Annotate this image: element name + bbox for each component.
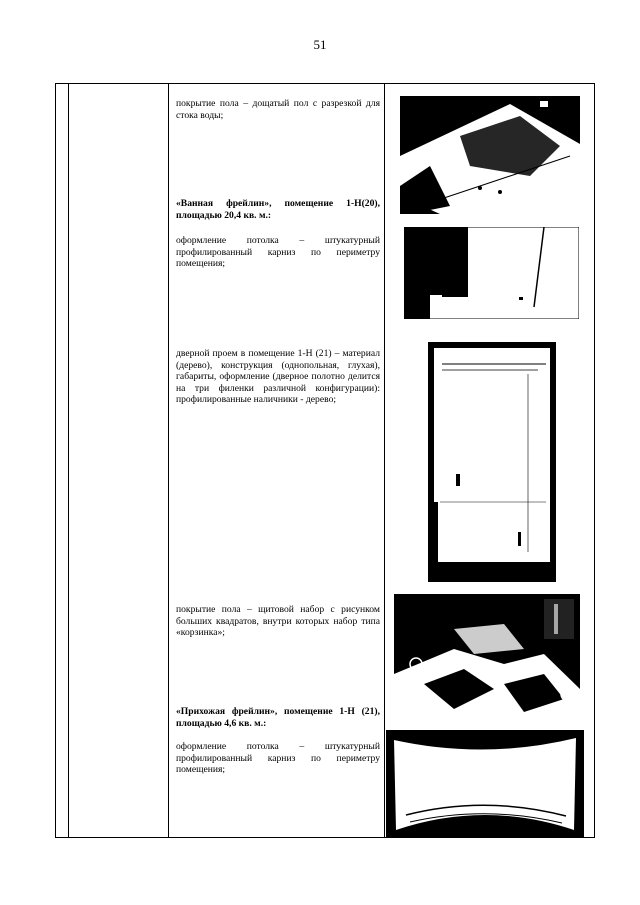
row-heading-hallway: «Прихожая фрейлин», помещение 1-Н (21), площадью 4,6 кв. м.: (176, 706, 380, 729)
photo-parquet-floor (394, 594, 580, 722)
row-text-ceiling-cornice-2: оформление потолка – штукатурный профилированный карниз по периметру помещения; (176, 741, 380, 775)
column-divider-2 (168, 84, 169, 837)
column-divider-3 (384, 84, 385, 837)
row-text-floor-plank: покрытие пола – дощатый пол с разрезкой для стока воды; (176, 98, 380, 121)
photo-floor-planks (400, 96, 580, 214)
row-text-floor-parquet: покрытие пола – щитовой набор с рисунком больших квадратов, внутри которых набор типа «корзинка»; (176, 604, 380, 638)
row-heading-bathroom: «Ванная фрейлин», помещение 1-Н(20), площадью 20,4 кв. м.: (176, 198, 380, 221)
row-text-doorway: дверной проем в помещение 1-Н (21) – материал (дерево), конструкция (однопольная, глухая), габариты, оформление (дверное полотно делится на три филенки различной конфигурации): профилированные наличники - дерево; (176, 348, 380, 405)
page-number: 51 (313, 37, 327, 52)
photo-ceiling-cornice (404, 227, 579, 319)
photo-door (428, 342, 556, 582)
row-text-ceiling-cornice: оформление потолка – штукатурный профилированный карниз по периметру помещения; (176, 235, 380, 269)
inventory-table (55, 83, 595, 838)
column-divider-1 (68, 84, 69, 837)
photo-hallway-ceiling (386, 730, 584, 838)
